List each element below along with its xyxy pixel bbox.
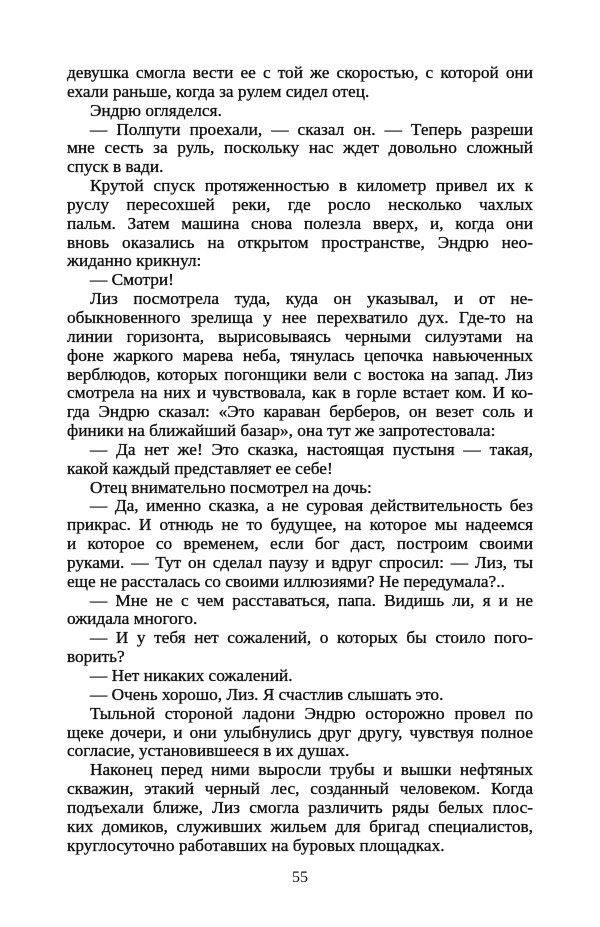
text-line: Лиз посмотрела туда, куда он указывал, и от не- (90, 289, 533, 309)
text-line: мне сесть за руль, поскольку нас ждет довольно сложный (67, 138, 533, 158)
text-line: скважин, этакий черный лес, созданный человеком. Когда (67, 779, 533, 799)
text-line: ворить? (67, 647, 125, 667)
text-line: Отец внимательно посмотрел на дочь: (90, 477, 372, 497)
text-line: пальм. Затем машина снова полезла вверх, и, когда они (67, 213, 533, 233)
text-line: смотрела на них и чувствовала, как в горле встает ком. И ко- (67, 383, 533, 403)
text-line: руками. — Тут он сделал паузу и вдруг спросил: — Лиз, ты (67, 552, 533, 572)
text-line: обыкновенного зрелища у нее перехватило дух. Где-то на (67, 307, 533, 327)
text-line: круглосуточно работавших на буровых площадках. (67, 835, 445, 855)
text-line: — Мне не с чем расставаться, папа. Видишь ли, я и не (90, 590, 533, 610)
book-page-text (67, 64, 533, 855)
text-line: гда Эндрю сказал: «Это караван берберов, он везет соль и (67, 402, 533, 422)
text-line: финики на ближайший базар», она тут же запротестовала: (67, 421, 496, 441)
text-line: руслу пересохшей реки, где росло несколько чахлых (67, 194, 533, 214)
text-line: — Смотри! (90, 270, 174, 290)
text-line: ехали раньше, когда за рулем сидел отец. (67, 81, 370, 101)
text-line: — Да нет же! Это сказка, настоящая пустыня — такая, (90, 439, 533, 459)
text-line: — Да, именно сказка, а не суровая действительность без (90, 496, 533, 516)
text-line: — Очень хорошо, Лиз. Я счастлив слышать это. (90, 684, 444, 704)
text-line: прикрас. И отнюдь не то будущее, на которое мы надеемся (67, 515, 533, 535)
text-line: — Нет никаких сожалений. (90, 666, 293, 685)
text-line: Крутой спуск протяженностью в километр привел их к (90, 176, 533, 196)
text-line: девушка смогла вести ее с той же скоростью, с которой они (67, 63, 533, 82)
text-line: и которое со временем, если бог даст, построим своими (67, 534, 533, 554)
text-line: еще не рассталась со своими иллюзиями? Не передумала?.. (67, 571, 505, 591)
text-line: линии горизонта, вырисовываясь черными силуэтами на (67, 326, 533, 346)
text-line: щеке дочери, и они улыбнулись друг другу, чувствуя полное (67, 722, 533, 742)
text-line: согласие, установившееся в их душах. (67, 741, 350, 761)
text-line: Эндрю огляделся. (90, 100, 222, 120)
text-line: жиданно крикнул: (67, 251, 202, 271)
text-line: фоне жаркого марева неба, тянулась цепочка навьюченных (67, 345, 533, 365)
text-line: подъехали ближе, Лиз смогла различить ряды белых плос- (67, 797, 533, 817)
text-line: — Полпути проехали, — сказал он. — Теперь разреши (90, 119, 533, 139)
page-number: 55 (292, 869, 308, 886)
text-line: вновь оказались на открытом пространстве, Эндрю нео- (67, 232, 533, 252)
text-line: — И у тебя нет сожалений, о которых бы стоило пого- (90, 628, 533, 648)
text-line: ожидала многого. (67, 609, 198, 629)
text-line: верблюдов, которых погонщики вели с востока на запад. Лиз (67, 364, 533, 384)
text-line: спуск в вади. (67, 157, 164, 177)
text-line: ких домиков, служивших жильем для бригад специалистов, (67, 816, 533, 836)
text-line: какой каждый представляет ее себе! (67, 458, 333, 478)
text-line: Наконец перед ними выросли трубы и вышки нефтяных (90, 760, 533, 780)
text-line: Тыльной стороной ладони Эндрю осторожно провел по (90, 703, 533, 723)
